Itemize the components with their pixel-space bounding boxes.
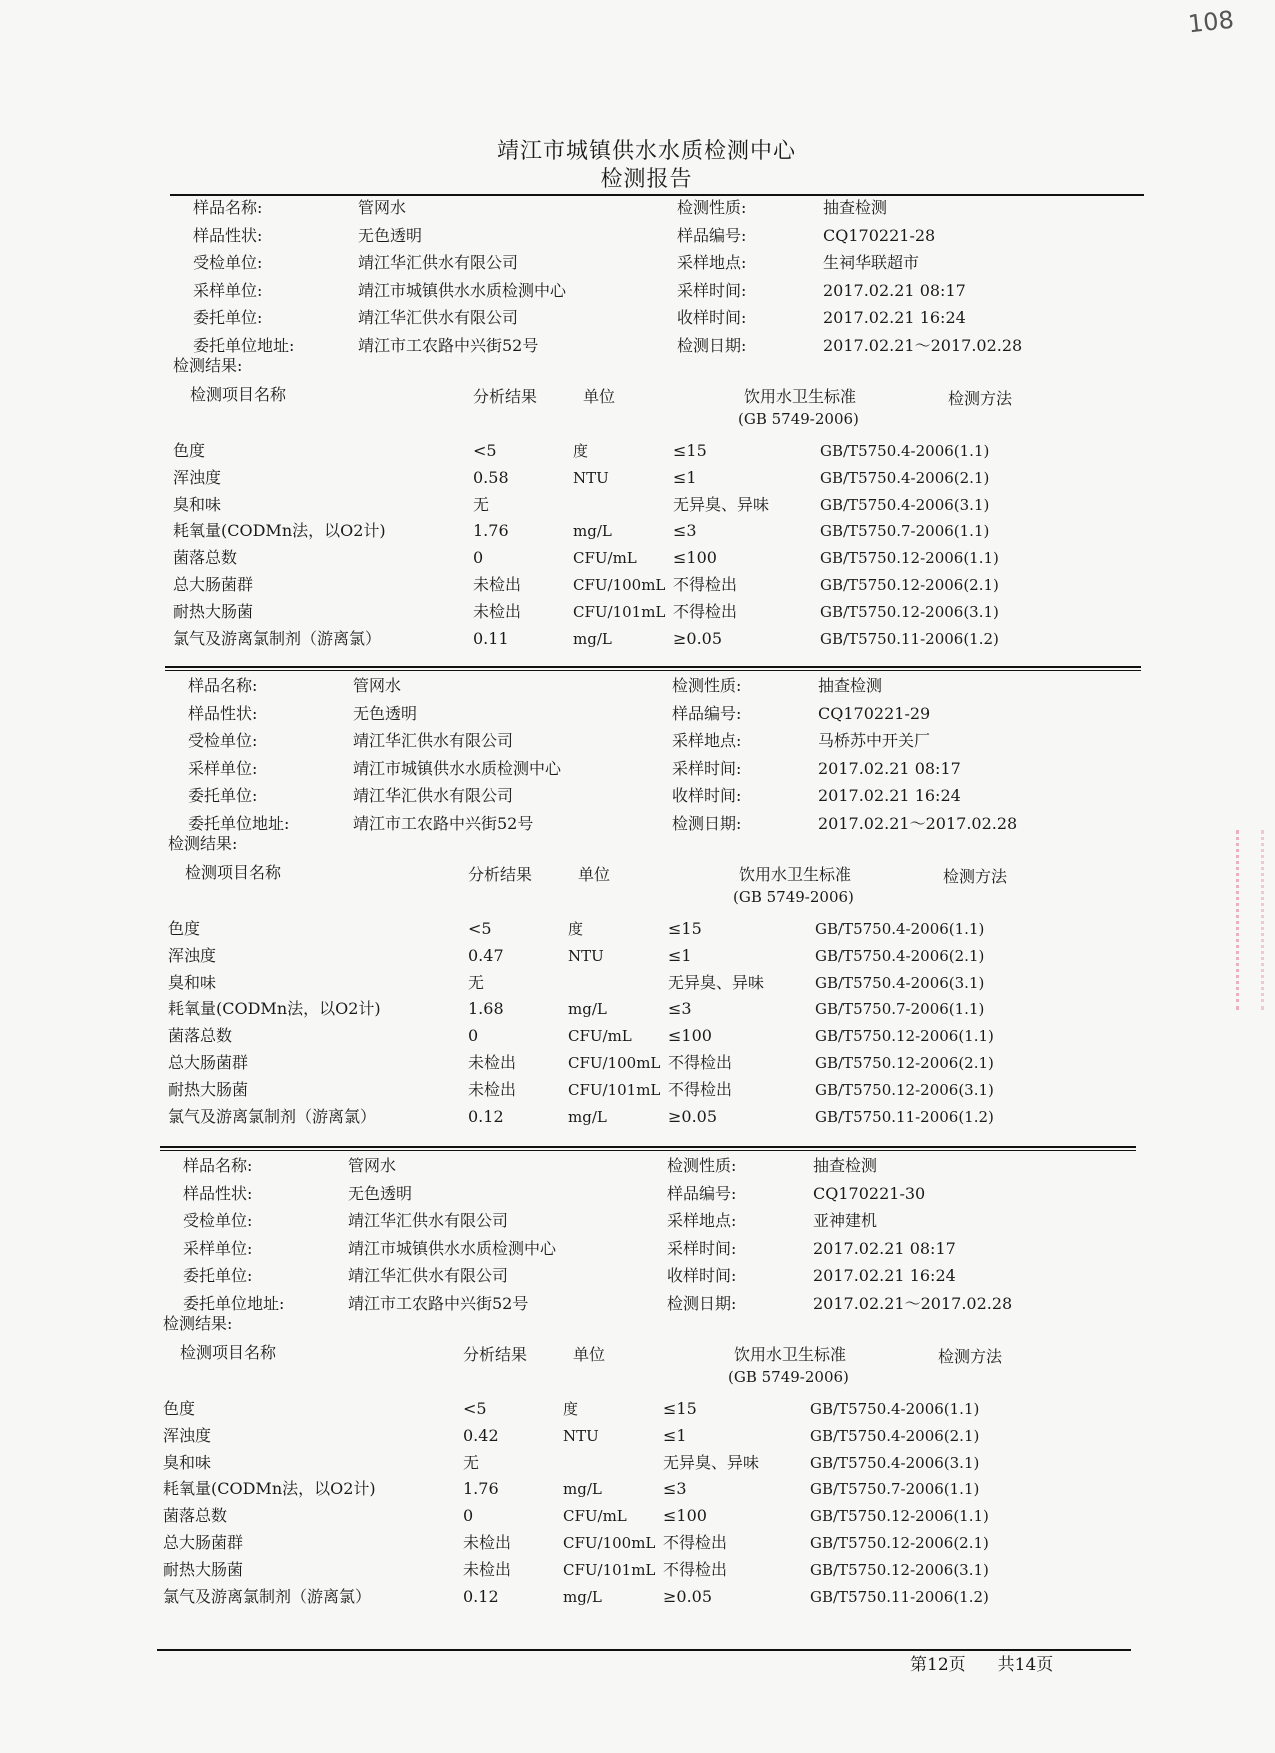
sample-name-label: 样品名称: bbox=[183, 1156, 253, 1175]
receipt-time-label: 收样时间: bbox=[677, 308, 747, 327]
test-type-value: 抽查检测 bbox=[818, 676, 883, 695]
analysis-result: 1.76 bbox=[463, 1479, 499, 1499]
unit: NTU bbox=[563, 1426, 599, 1445]
analysis-result: 无 bbox=[468, 972, 485, 992]
col-header-method: 检测方法 bbox=[948, 389, 1013, 408]
test-method: GB/T5750.11-2006(1.2) bbox=[810, 1587, 989, 1606]
sampling-unit-value: 靖江市城镇供水水质检测中心 bbox=[358, 280, 567, 300]
client-unit-value: 靖江华汇供水有限公司 bbox=[348, 1266, 509, 1285]
test-method: GB/T5750.12-2006(3.1) bbox=[820, 602, 999, 621]
sampling-unit-value: 靖江市城镇供水水质检测中心 bbox=[353, 758, 562, 778]
sampling-site-label: 采样地点: bbox=[672, 731, 742, 750]
table-row bbox=[168, 599, 1148, 625]
info-row-sample_name bbox=[158, 1153, 1138, 1179]
unit: mg/L bbox=[573, 522, 612, 541]
table-row bbox=[158, 1503, 1138, 1529]
table-row bbox=[158, 1423, 1138, 1449]
item-name: 总大肠菌群 bbox=[168, 1053, 249, 1072]
unit: CFU/100mL bbox=[563, 1534, 656, 1552]
results-label: 检测结果: bbox=[173, 356, 243, 375]
col-header-result: 分析结果 bbox=[463, 1345, 528, 1364]
unit: CFU/mL bbox=[568, 1027, 632, 1046]
sampling-time-value: 2017.02.21 08:17 bbox=[818, 758, 961, 778]
sample-no-label: 样品编号: bbox=[672, 703, 742, 723]
item-name: 色度 bbox=[173, 441, 206, 460]
standard-limit: 无异臭、异味 bbox=[663, 1452, 760, 1472]
test-method: GB/T5750.4-2006(1.1) bbox=[815, 920, 985, 938]
table-header bbox=[168, 382, 1148, 432]
col-header-item: 检测项目名称 bbox=[180, 1343, 277, 1362]
analysis-result: 0 bbox=[468, 1026, 479, 1046]
inspected-unit-value: 靖江华汇供水有限公司 bbox=[348, 1211, 509, 1230]
info-row-sample_state bbox=[168, 223, 1148, 249]
test-method: GB/T5750.7-2006(1.1) bbox=[820, 522, 990, 541]
standard-limit: 不得检出 bbox=[663, 1533, 728, 1552]
inspected-unit-value: 靖江华汇供水有限公司 bbox=[353, 731, 514, 750]
test-method: GB/T5750.12-2006(2.1) bbox=[820, 576, 999, 594]
standard-limit: ≤3 bbox=[668, 999, 692, 1019]
unit: mg/L bbox=[568, 1000, 607, 1019]
col-header-result: 分析结果 bbox=[473, 387, 538, 406]
analysis-result: 未检出 bbox=[468, 1053, 517, 1072]
table-row bbox=[168, 545, 1148, 571]
sampling-unit-label: 采样单位: bbox=[183, 1238, 253, 1258]
col-header-unit: 单位 bbox=[583, 387, 616, 406]
sampling-time-value: 2017.02.21 08:17 bbox=[823, 280, 966, 300]
table-row bbox=[168, 626, 1148, 652]
standard-limit: ≤15 bbox=[673, 441, 707, 460]
table-row bbox=[168, 518, 1148, 544]
unit: 度 bbox=[573, 442, 589, 460]
col-header-standard: 饮用水卫生标准 bbox=[744, 387, 857, 406]
col-header-standard: 饮用水卫生标准 bbox=[734, 1345, 847, 1364]
page-current: 第12页 bbox=[910, 1655, 966, 1675]
table-row bbox=[168, 492, 1148, 518]
sample-no-label: 样品编号: bbox=[667, 1183, 737, 1203]
inspected-unit-label: 受检单位: bbox=[183, 1211, 253, 1230]
standard-limit: 不得检出 bbox=[668, 1053, 733, 1072]
section-separator-inner bbox=[165, 670, 1141, 671]
analysis-result: 未检出 bbox=[473, 601, 522, 621]
test-date-value: 2017.02.21～2017.02.28 bbox=[813, 1293, 1013, 1313]
analysis-result: <5 bbox=[463, 1399, 487, 1418]
table-row bbox=[168, 438, 1148, 464]
item-name: 菌落总数 bbox=[163, 1506, 228, 1526]
section-separator bbox=[165, 666, 1141, 668]
unit: 度 bbox=[563, 1400, 579, 1418]
col-header-method: 检测方法 bbox=[938, 1347, 1003, 1366]
sampling-time-label: 采样时间: bbox=[672, 758, 742, 778]
test-method: GB/T5750.12-2006(1.1) bbox=[810, 1507, 989, 1526]
info-row-client_unit bbox=[158, 1263, 1138, 1289]
report-title: 靖江市城镇供水水质检测中心 bbox=[496, 139, 796, 164]
sampling-site-label: 采样地点: bbox=[667, 1211, 737, 1230]
table-row bbox=[168, 572, 1148, 598]
test-type-value: 抽查检测 bbox=[813, 1156, 878, 1175]
analysis-result: 0.12 bbox=[463, 1586, 499, 1606]
section-separator-inner bbox=[160, 1150, 1136, 1151]
info-row-client_address bbox=[163, 811, 1143, 837]
sample-no-value: CQ170221-30 bbox=[813, 1183, 926, 1203]
sampling-time-value: 2017.02.21 08:17 bbox=[813, 1238, 956, 1258]
item-name: 氯气及游离氯制剂（游离氯） bbox=[163, 1586, 372, 1606]
sample-name-label: 样品名称: bbox=[188, 676, 258, 695]
test-method: GB/T5750.4-2006(1.1) bbox=[820, 442, 990, 460]
item-name: 臭和味 bbox=[168, 972, 217, 992]
table-row bbox=[158, 1584, 1138, 1610]
sample-block bbox=[163, 673, 1143, 1143]
standard-limit: ≥0.05 bbox=[673, 628, 723, 648]
item-name: 耗氧量(CODMn法，以O2计) bbox=[168, 999, 381, 1019]
test-date-value: 2017.02.21～2017.02.28 bbox=[818, 813, 1018, 833]
test-method: GB/T5750.4-2006(2.1) bbox=[815, 946, 985, 965]
standard-limit: 不得检出 bbox=[668, 1079, 733, 1099]
receipt-time-value: 2017.02.21 16:24 bbox=[813, 1266, 956, 1285]
standard-limit: ≥0.05 bbox=[668, 1106, 718, 1126]
item-name: 氯气及游离氯制剂（游离氯） bbox=[173, 628, 382, 648]
unit: CFU/101mL bbox=[573, 602, 666, 621]
test-method: GB/T5750.12-2006(1.1) bbox=[820, 549, 999, 568]
analysis-result: 未检出 bbox=[463, 1559, 512, 1579]
test-type-label: 检测性质: bbox=[667, 1156, 737, 1175]
section-separator bbox=[160, 1146, 1136, 1148]
sampling-site-value: 马桥苏中开关厂 bbox=[818, 731, 931, 750]
info-row-sample_name bbox=[168, 195, 1148, 221]
col-header-standard-sub: (GB 5749-2006) bbox=[738, 410, 859, 428]
sampling-site-value: 亚神建机 bbox=[813, 1211, 878, 1230]
client-unit-value: 靖江华汇供水有限公司 bbox=[353, 786, 514, 805]
table-row bbox=[158, 1396, 1138, 1422]
info-row-sampling_unit bbox=[163, 756, 1143, 782]
standard-limit: 无异臭、异味 bbox=[668, 972, 765, 992]
sample-state-label: 样品性状: bbox=[193, 225, 263, 245]
col-header-item: 检测项目名称 bbox=[185, 863, 282, 882]
standard-limit: ≤15 bbox=[668, 919, 702, 938]
client-address-label: 委托单位地址: bbox=[193, 335, 295, 355]
item-name: 菌落总数 bbox=[173, 548, 238, 568]
table-row bbox=[158, 1530, 1138, 1556]
info-row-client_address bbox=[168, 333, 1148, 359]
sampling-unit-label: 采样单位: bbox=[193, 280, 263, 300]
unit: mg/L bbox=[563, 1480, 602, 1499]
results-label: 检测结果: bbox=[168, 834, 238, 853]
analysis-result: 无 bbox=[473, 494, 490, 514]
test-date-label: 检测日期: bbox=[672, 813, 742, 833]
page-total: 共14页 bbox=[997, 1655, 1054, 1675]
sample-name-value: 管网水 bbox=[353, 676, 402, 695]
analysis-result: 0.11 bbox=[473, 628, 509, 648]
inspected-unit-label: 受检单位: bbox=[188, 731, 258, 750]
test-type-label: 检测性质: bbox=[677, 198, 747, 217]
col-header-standard: 饮用水卫生标准 bbox=[739, 865, 852, 884]
report-subtitle: 检测报告 bbox=[600, 167, 693, 192]
info-row-sample_name bbox=[163, 673, 1143, 699]
info-row-client_unit bbox=[168, 305, 1148, 331]
sampling-time-label: 采样时间: bbox=[677, 280, 747, 300]
analysis-result: 未检出 bbox=[463, 1533, 512, 1552]
unit: CFU/101mL bbox=[568, 1080, 661, 1099]
client-unit-label: 委托单位: bbox=[193, 308, 263, 327]
item-name: 耗氧量(CODMn法，以O2计) bbox=[173, 521, 386, 541]
item-name: 臭和味 bbox=[163, 1452, 212, 1472]
info-row-sampling_unit bbox=[158, 1236, 1138, 1262]
client-unit-value: 靖江华汇供水有限公司 bbox=[358, 308, 519, 327]
item-name: 浑浊度 bbox=[168, 945, 217, 965]
test-method: GB/T5750.11-2006(1.2) bbox=[820, 629, 999, 648]
sampling-unit-value: 靖江市城镇供水水质检测中心 bbox=[348, 1238, 557, 1258]
info-row-sample_state bbox=[158, 1181, 1138, 1207]
table-row bbox=[163, 970, 1143, 996]
sampling-unit-label: 采样单位: bbox=[188, 758, 258, 778]
sample-no-value: CQ170221-29 bbox=[818, 703, 931, 723]
analysis-result: 0.42 bbox=[463, 1425, 499, 1445]
table-row bbox=[163, 1104, 1143, 1130]
table-row bbox=[163, 943, 1143, 969]
table-row bbox=[158, 1557, 1138, 1583]
table-row bbox=[158, 1476, 1138, 1502]
standard-limit: ≤100 bbox=[673, 548, 717, 568]
test-method: GB/T5750.12-2006(1.1) bbox=[815, 1027, 994, 1046]
test-method: GB/T5750.4-2006(3.1) bbox=[810, 1453, 980, 1472]
handwritten-page-number: 108 bbox=[1186, 5, 1236, 39]
test-date-value: 2017.02.21～2017.02.28 bbox=[823, 335, 1023, 355]
test-method: GB/T5750.12-2006(2.1) bbox=[815, 1054, 994, 1072]
sample-state-label: 样品性状: bbox=[188, 703, 258, 723]
item-name: 菌落总数 bbox=[168, 1026, 233, 1046]
sample-state-label: 样品性状: bbox=[183, 1183, 253, 1203]
receipt-time-value: 2017.02.21 16:24 bbox=[823, 308, 966, 327]
unit: CFU/101mL bbox=[563, 1560, 656, 1579]
info-row-inspected_unit bbox=[168, 250, 1148, 276]
standard-limit: 不得检出 bbox=[673, 575, 738, 594]
seal-mark bbox=[1236, 830, 1264, 1010]
sample-name-value: 管网水 bbox=[358, 198, 407, 217]
client-address-value: 靖江市工农路中兴街52号 bbox=[348, 1293, 529, 1313]
table-header bbox=[163, 860, 1143, 910]
table-row bbox=[163, 1023, 1143, 1049]
sample-state-value: 无色透明 bbox=[348, 1183, 413, 1203]
test-type-value: 抽查检测 bbox=[823, 198, 888, 217]
analysis-result: 0.12 bbox=[468, 1106, 504, 1126]
info-row-client_unit bbox=[163, 783, 1143, 809]
unit: CFU/100mL bbox=[568, 1054, 661, 1072]
unit: CFU/mL bbox=[563, 1507, 627, 1526]
test-type-label: 检测性质: bbox=[672, 676, 742, 695]
unit: mg/L bbox=[563, 1587, 602, 1606]
info-row-sample_state bbox=[163, 701, 1143, 727]
client-address-value: 靖江市工农路中兴街52号 bbox=[353, 813, 534, 833]
col-header-method: 检测方法 bbox=[943, 867, 1008, 886]
analysis-result: <5 bbox=[468, 919, 492, 938]
sample-block bbox=[158, 1153, 1138, 1623]
client-address-label: 委托单位地址: bbox=[183, 1293, 285, 1313]
sample-state-value: 无色透明 bbox=[353, 703, 418, 723]
analysis-result: 未检出 bbox=[473, 575, 522, 594]
col-header-unit: 单位 bbox=[573, 1345, 606, 1364]
analysis-result: 未检出 bbox=[468, 1079, 517, 1099]
client-unit-label: 委托单位: bbox=[188, 786, 258, 805]
standard-limit: ≤100 bbox=[668, 1026, 712, 1046]
standard-limit: 无异臭、异味 bbox=[673, 494, 770, 514]
test-method: GB/T5750.4-2006(2.1) bbox=[810, 1426, 980, 1445]
standard-limit: ≤3 bbox=[663, 1479, 687, 1499]
test-method: GB/T5750.12-2006(2.1) bbox=[810, 1534, 989, 1552]
table-row bbox=[163, 1050, 1143, 1076]
analysis-result: 0 bbox=[463, 1506, 474, 1526]
sample-name-label: 样品名称: bbox=[193, 198, 263, 217]
test-method: GB/T5750.4-2006(1.1) bbox=[810, 1400, 980, 1418]
item-name: 臭和味 bbox=[173, 494, 222, 514]
analysis-result: 1.68 bbox=[468, 999, 504, 1019]
analysis-result: 1.76 bbox=[473, 521, 509, 541]
item-name: 浑浊度 bbox=[163, 1425, 212, 1445]
standard-limit: ≤100 bbox=[663, 1506, 707, 1526]
sample-block bbox=[168, 195, 1148, 665]
item-name: 氯气及游离氯制剂（游离氯） bbox=[168, 1106, 377, 1126]
table-row bbox=[163, 916, 1143, 942]
sample-no-label: 样品编号: bbox=[677, 225, 747, 245]
receipt-time-label: 收样时间: bbox=[667, 1266, 737, 1285]
unit: NTU bbox=[573, 468, 609, 487]
sample-name-value: 管网水 bbox=[348, 1156, 397, 1175]
unit: mg/L bbox=[568, 1107, 607, 1126]
unit: CFU/mL bbox=[573, 549, 637, 568]
col-header-standard-sub: (GB 5749-2006) bbox=[733, 888, 854, 906]
client-unit-label: 委托单位: bbox=[183, 1266, 253, 1285]
item-name: 色度 bbox=[168, 919, 201, 938]
test-method: GB/T5750.11-2006(1.2) bbox=[815, 1107, 994, 1126]
test-method: GB/T5750.4-2006(2.1) bbox=[820, 468, 990, 487]
item-name: 耐热大肠菌 bbox=[168, 1079, 249, 1099]
item-name: 耐热大肠菌 bbox=[173, 601, 254, 621]
test-date-label: 检测日期: bbox=[677, 335, 747, 355]
info-row-client_address bbox=[158, 1291, 1138, 1317]
standard-limit: ≤1 bbox=[663, 1425, 687, 1445]
analysis-result: 0.47 bbox=[468, 945, 504, 965]
analysis-result: 无 bbox=[463, 1452, 480, 1472]
sampling-site-value: 生祠华联超市 bbox=[823, 253, 920, 272]
inspected-unit-value: 靖江华汇供水有限公司 bbox=[358, 253, 519, 272]
sample-no-value: CQ170221-28 bbox=[823, 225, 936, 245]
item-name: 色度 bbox=[163, 1399, 196, 1418]
col-header-unit: 单位 bbox=[578, 865, 611, 884]
sampling-site-label: 采样地点: bbox=[677, 253, 747, 272]
standard-limit: ≥0.05 bbox=[663, 1586, 713, 1606]
info-row-inspected_unit bbox=[158, 1208, 1138, 1234]
client-address-label: 委托单位地址: bbox=[188, 813, 290, 833]
receipt-time-label: 收样时间: bbox=[672, 786, 742, 805]
item-name: 浑浊度 bbox=[173, 467, 222, 487]
unit: NTU bbox=[568, 946, 604, 965]
table-row bbox=[163, 996, 1143, 1022]
standard-limit: 不得检出 bbox=[673, 601, 738, 621]
table-row bbox=[168, 465, 1148, 491]
col-header-result: 分析结果 bbox=[468, 865, 533, 884]
sample-state-value: 无色透明 bbox=[358, 225, 423, 245]
receipt-time-value: 2017.02.21 16:24 bbox=[818, 786, 961, 805]
test-method: GB/T5750.4-2006(3.1) bbox=[815, 973, 985, 992]
standard-limit: ≤15 bbox=[663, 1399, 697, 1418]
info-row-sampling_unit bbox=[168, 278, 1148, 304]
standard-limit: 不得检出 bbox=[663, 1559, 728, 1579]
test-method: GB/T5750.4-2006(3.1) bbox=[820, 495, 990, 514]
table-row bbox=[163, 1077, 1143, 1103]
test-method: GB/T5750.12-2006(3.1) bbox=[810, 1560, 989, 1579]
standard-limit: ≤1 bbox=[668, 945, 692, 965]
standard-limit: ≤3 bbox=[673, 521, 697, 541]
test-date-label: 检测日期: bbox=[667, 1293, 737, 1313]
test-method: GB/T5750.12-2006(3.1) bbox=[815, 1080, 994, 1099]
table-row bbox=[158, 1450, 1138, 1476]
standard-limit: ≤1 bbox=[673, 467, 697, 487]
page-indicator bbox=[910, 1650, 1085, 1675]
item-name: 总大肠菌群 bbox=[173, 575, 254, 594]
test-method: GB/T5750.7-2006(1.1) bbox=[815, 1000, 985, 1019]
inspected-unit-label: 受检单位: bbox=[193, 253, 263, 272]
results-label: 检测结果: bbox=[163, 1314, 233, 1333]
client-address-value: 靖江市工农路中兴街52号 bbox=[358, 335, 539, 355]
unit: CFU/100mL bbox=[573, 576, 666, 594]
unit: mg/L bbox=[573, 629, 612, 648]
col-header-standard-sub: (GB 5749-2006) bbox=[728, 1368, 849, 1386]
sampling-time-label: 采样时间: bbox=[667, 1238, 737, 1258]
item-name: 总大肠菌群 bbox=[163, 1533, 244, 1552]
item-name: 耗氧量(CODMn法，以O2计) bbox=[163, 1479, 376, 1499]
col-header-item: 检测项目名称 bbox=[190, 385, 287, 404]
analysis-result: 0 bbox=[473, 548, 484, 568]
item-name: 耐热大肠菌 bbox=[163, 1559, 244, 1579]
table-header bbox=[158, 1340, 1138, 1390]
test-method: GB/T5750.7-2006(1.1) bbox=[810, 1480, 980, 1499]
analysis-result: <5 bbox=[473, 441, 497, 460]
unit: 度 bbox=[568, 920, 584, 938]
analysis-result: 0.58 bbox=[473, 467, 509, 487]
info-row-inspected_unit bbox=[163, 728, 1143, 754]
